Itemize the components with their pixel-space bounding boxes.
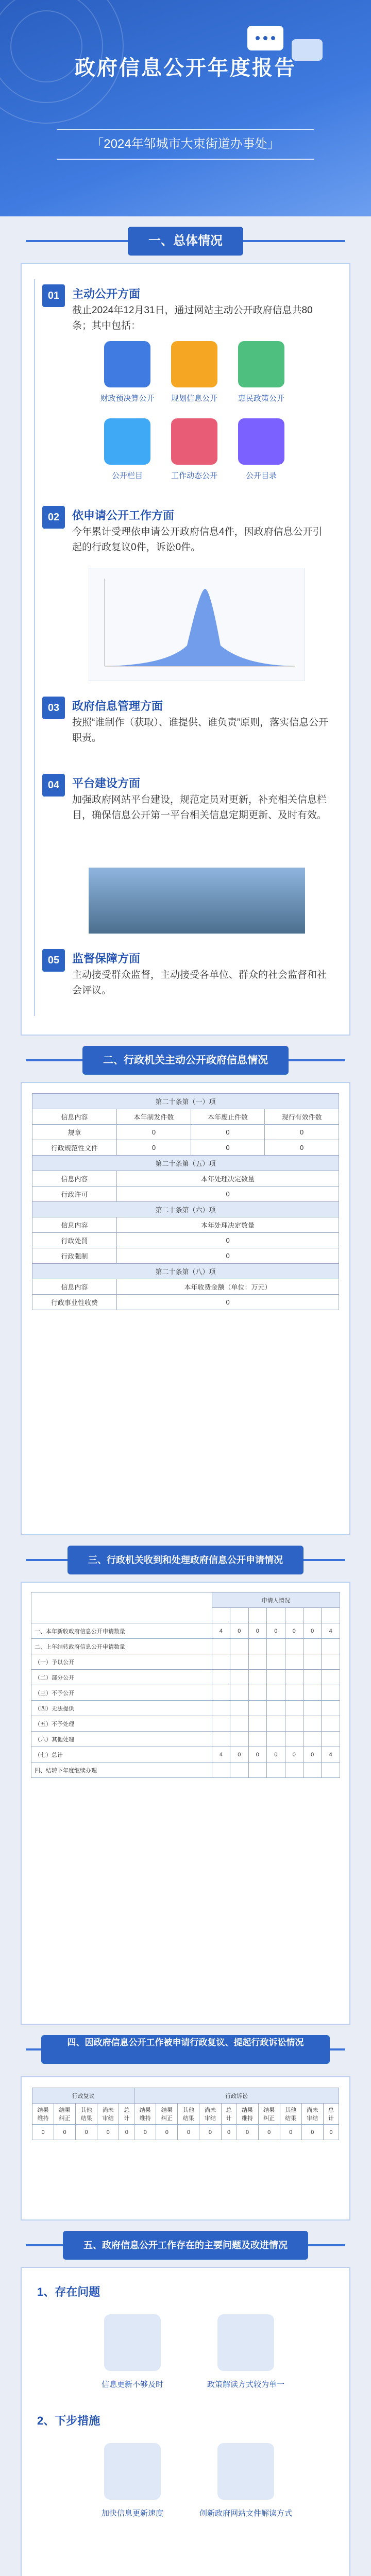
table-row: （一）予以公开: [31, 1654, 340, 1670]
disclosure-table: 第二十条第（一）项 信息内容 本年制发件数 本年废止件数 现行有效件数 规章 0 0 0 行政规范性文件 0 0 0 第二十条第（五）项 信息内容 本年处理决定数量 行政许可 0 第二十条第（六）项 信息内容 本年处理决定数量 行政处罚 0 行政强制 0 第二十条第（八）项 信息内容 本年收费金额（单位：万元） 行政事业性收费 0: [32, 1093, 339, 1310]
page-subtitle: 「2024年邹城市大束街道办事处」: [57, 129, 314, 160]
table-row: （七）总计 4 0 0 0 0 0 4: [31, 1747, 340, 1762]
page-title: 政府信息公开年度报告: [75, 57, 296, 79]
section-4-card: [21, 2076, 350, 2221]
table-row: （二）部分公开: [31, 1670, 340, 1685]
review-table: 行政复议 行政诉讼 结果维持 结果纠正 其他结果 尚未审结 总计 结果维持 结果纠正 其他结果 尚未审结 总计 结果维持 结果纠正 其他结果 尚未审结 总计 0 0 0 0 0 0 0 0 0 0 0 0 0 0 0: [32, 2088, 339, 2140]
problems-title: 1、存在问题: [37, 2285, 100, 2298]
section-4-header: [26, 2035, 345, 2064]
checklist-icon: [217, 2443, 274, 2500]
checklist-icon: [171, 341, 217, 387]
section-1-header: [26, 227, 345, 256]
table-row: （四）无法提供: [31, 1701, 340, 1716]
header-banner: [0, 0, 371, 216]
chat-bubble-icon: [247, 26, 283, 50]
calculator-icon: [104, 341, 150, 387]
table-row: 一、本年新收政府信息公开申请数量 4 0 0 0 0 0 4: [31, 1623, 340, 1639]
section-3-card: [21, 1582, 350, 2025]
section-2-card: [21, 1082, 350, 1535]
trend-chart-svg: [89, 568, 306, 682]
table-row: 二、上年结转政府信息公开申请数量: [31, 1639, 340, 1654]
section-5-card: 1、存在问题 信息更新不够及时 政策解读方式较为单一 2、下步措施 加快信息更新速度 创新政府网站文件解读方式: [21, 2267, 350, 2576]
measures-title: 2、下步措施: [37, 2414, 100, 2427]
table-row: 四、结转下年度继续办理: [31, 1762, 340, 1778]
section-5-title: 五、政府信息公开工作存在的主要问题及改进情况: [63, 2231, 308, 2260]
table-row: （五）不予处理: [31, 1716, 340, 1732]
puzzle-icon: [238, 341, 284, 387]
table-row: （三）不予公开: [31, 1685, 340, 1701]
upload-document-icon: [104, 2443, 161, 2500]
section-2-title: 二、行政机关主动公开政府信息情况: [82, 1046, 289, 1075]
magnifier-icon: [104, 2314, 161, 2371]
section-3-header: [26, 1546, 345, 1574]
section-4-title: 四、因政府信息公开工作被申请行政复议、提起行政诉讼情况: [41, 2035, 330, 2064]
disclosure-icon-grid: 财政预决算公开 规划信息公开 惠民政策公开 公开栏目 工作动态公开 公开目录: [94, 341, 300, 490]
application-table: 申请人情况 一、本年新收政府信息公开申请数量 4 0 0 0 0 0 4 二、上年结转政府信息公开申请数量 （一）予以公开 （二）部分公开 （三）不予公开 （四）无法提供 （五）不予处理 （六）其他处理 （七）总计 4 0 0 0 0 0 4 四、结转下年度继续办理: [31, 1592, 340, 1778]
megaphone-icon: [217, 2314, 274, 2371]
hourglass-icon: [171, 418, 217, 465]
monitor-icon: [104, 418, 150, 465]
section-1-title: 一、总体情况: [128, 227, 243, 256]
section-5-header: [26, 2231, 345, 2260]
section-1-card: 01 主动公开方面 截止2024年12月31日，通过网站主动公开政府信息共80条；其中包括： 财政预决算公开 规划信息公开 惠民政策公开 公开栏目 工作动态公开 公开目录 02 依申请公开工作方面 今年累计受理依申请公开政府信息4件，因政府信息公开引起的行政复议0件，诉讼0件。 03 政府信息管理方面 按照“谁制作（获取）、谁提供、谁负责”原则，落实信息公开职责。 04 平台建设方面 加强政府网站平台建设，规范定员对更新，补充相关信息栏目，确保信息公开第一平台相关信息定期更新、及时有效。 05 监督保障方面 主动接受群众监督，主动接受各单位、群众的社会监督和社会评议。: [21, 263, 350, 1036]
section-3-title: 三、行政机关收到和处理政府信息公开申请情况: [68, 1546, 303, 1574]
folder-icon: [238, 418, 284, 465]
timeline-line: [34, 279, 35, 1016]
table-row: （六）其他处理: [31, 1732, 340, 1747]
website-screenshot-image: [89, 856, 305, 934]
trend-chart-image: [89, 568, 305, 681]
section-2-header: [26, 1046, 345, 1075]
